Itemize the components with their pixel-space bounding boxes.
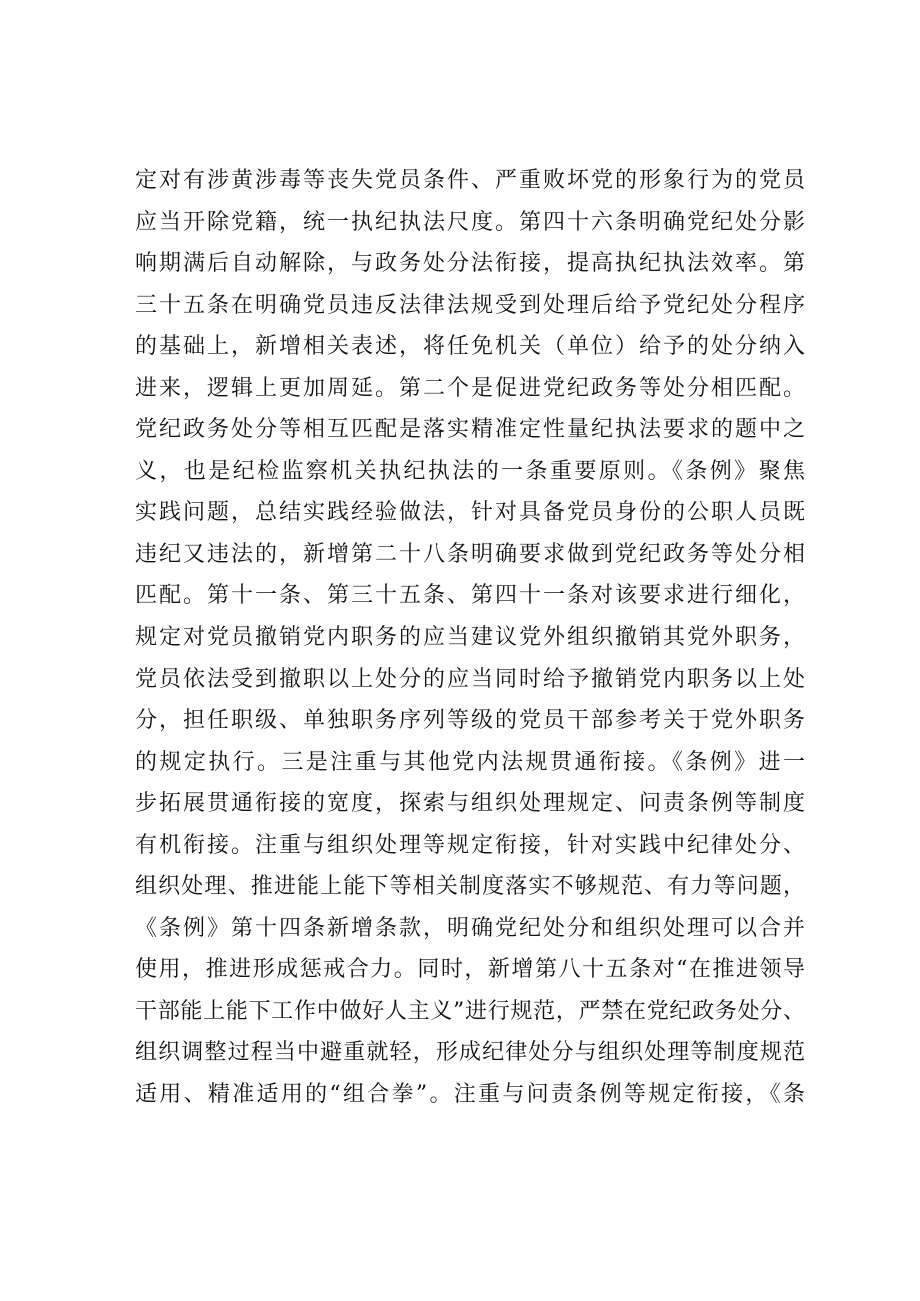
text-line-9: 实践问题，总结实践经验做法，针对具备党员身份的公职人员既 [135, 500, 805, 526]
text-line-5: 的基础上，新增相关表述，将任免机关（单位）给予的处分纳入 [135, 334, 805, 360]
text-line-15: 的规定执行。三是注重与其他党内法规贯通衔接。《条例》进一 [135, 749, 805, 775]
text-line-22: 组织调整过程当中避重就轻，形成纪律处分与组织处理等制度规范 [135, 1040, 805, 1066]
text-line-23: 适用、精准适用的“组合拳”。注重与问责条例等规定衔接，《条 [135, 1082, 805, 1108]
text-line-3: 响期满后自动解除，与政务处分法衔接，提高执纪执法效率。第 [135, 251, 805, 277]
text-line-10: 违纪又违法的，新增第二十八条明确要求做到党纪政务等处分相 [135, 541, 805, 567]
text-line-8: 义，也是纪检监察机关执纪执法的一条重要原则。《条例》聚焦 [135, 458, 805, 484]
body-text [135, 160, 805, 1116]
text-line-1: 定对有涉黄涉毒等丧失党员条件、严重败坏党的形象行为的党员 [135, 168, 805, 193]
text-line-17: 有机衔接。注重与组织处理等规定衔接，针对实践中纪律处分、 [135, 832, 805, 858]
text-line-12: 规定对党员撤销党内职务的应当建议党外组织撤销其党外职务， [135, 625, 805, 651]
text-line-7: 党纪政务处分等相互匹配是落实精准定性量纪执法要求的题中之 [135, 417, 805, 443]
text-line-4: 三十五条在明确党员违反法律法规受到处理后给予党纪处分程序 [135, 292, 805, 318]
text-line-11: 匹配。第十一条、第三十五条、第四十一条对该要求进行细化， [135, 583, 805, 609]
text-line-21: 干部能上能下工作中做好人主义”进行规范，严禁在党纪政务处分、 [135, 998, 805, 1024]
text-line-19: 《条例》第十四条新增条款，明确党纪处分和组织处理可以合并 [135, 915, 805, 941]
text-line-2: 应当开除党籍，统一执纪执法尺度。第四十六条明确党纪处分影 [135, 209, 805, 235]
text-line-18: 组织处理、推进能上能下等相关制度落实不够规范、有力等问题， [135, 874, 805, 900]
text-line-6: 进来，逻辑上更加周延。第二个是促进党纪政务等处分相匹配。 [135, 375, 805, 401]
text-line-14: 分，担任职级、单独职务序列等级的党员干部参考关于党外职务 [135, 708, 805, 734]
text-line-13: 党员依法受到撤职以上处分的应当同时给予撤销党内职务以上处 [135, 666, 805, 692]
text-line-20: 使用，推进形成惩戒合力。同时，新增第八十五条对“在推进领导 [135, 957, 805, 983]
text-line-16: 步拓展贯通衔接的宽度，探索与组织处理规定、问责条例等制度 [135, 791, 805, 817]
